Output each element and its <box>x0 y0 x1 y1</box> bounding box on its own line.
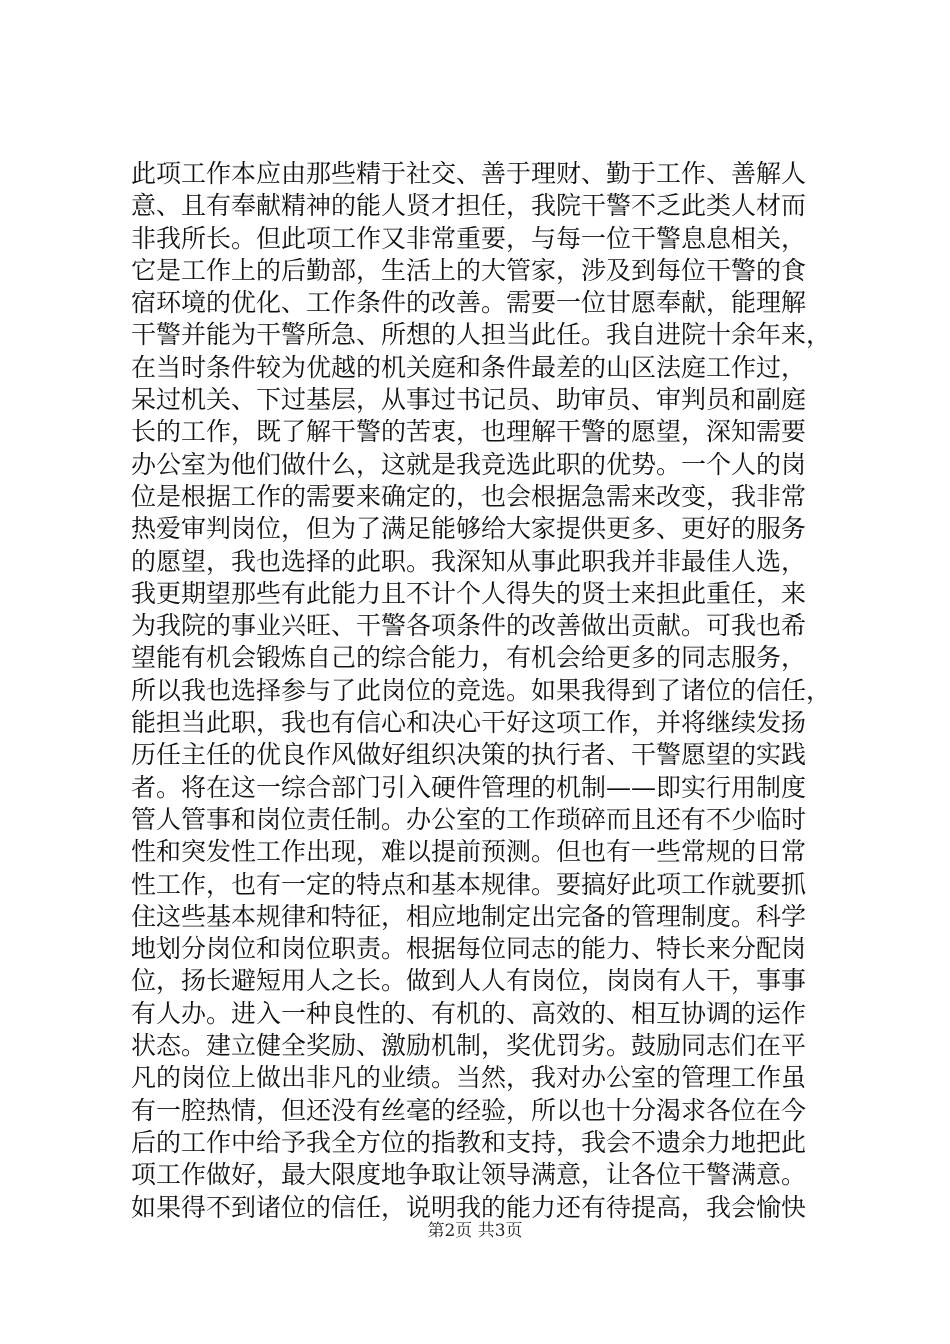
text-line: 我更期望那些有此能力且不计个人得失的贤士来担此重任，来 <box>131 578 807 608</box>
text-line: 项工作做好，最大限度地争取让领导满意，让各位干警满意。 <box>131 1160 807 1190</box>
text-line: 所以我也选择参与了此岗位的竞选。如果我得到了诸位的信任， <box>131 675 832 705</box>
text-line: 凡的岗位上做出非凡的业绩。当然，我对办公室的管理工作虽 <box>131 1063 807 1093</box>
text-line: 为我院的事业兴旺、干警各项条件的改善做出贡献。可我也希 <box>131 611 807 641</box>
text-line: 住这些基本规律和特征，相应地制定出完备的管理制度。科学 <box>131 901 807 931</box>
text-line: 望能有机会锻炼自己的综合能力，有机会给更多的同志服务， <box>131 643 807 673</box>
text-line: 有人办。进入一种良性的、有机的、高效的、相互协调的运作 <box>131 998 807 1028</box>
text-line: 性工作，也有一定的特点和基本规律。要搞好此项工作就要抓 <box>131 869 807 899</box>
text-line: 非我所长。但此项工作又非常重要，与每一位干警息息相关， <box>131 223 807 253</box>
text-line: 管人管事和岗位责任制。办公室的工作琐碎而且还有不少临时 <box>131 804 807 834</box>
text-line: 后的工作中给予我全方位的指教和支持，我会不遗余力地把此 <box>131 1127 807 1157</box>
text-line: 地划分岗位和岗位职责。根据每位同志的能力、特长来分配岗 <box>131 934 807 964</box>
text-line: 它是工作上的后勤部，生活上的大管家，涉及到每位干警的食 <box>131 255 807 285</box>
text-line: 呆过机关、下过基层，从事过书记员、助审员、审判员和副庭 <box>131 385 807 415</box>
text-line: 位是根据工作的需要来确定的，也会根据急需来改变，我非常 <box>131 481 807 511</box>
text-line: 位，扬长避短用人之长。做到人人有岗位，岗岗有人干，事事 <box>131 966 807 996</box>
body-paragraph <box>131 158 853 1224</box>
text-line: 干警并能为干警所急、所想的人担当此任。我自进院十余年来， <box>131 320 832 350</box>
text-line: 的愿望，我也选择的此职。我深知从事此职我并非最佳人选， <box>131 546 807 576</box>
text-line: 宿环境的优化、工作条件的改善。需要一位甘愿奉献，能理解 <box>131 288 807 318</box>
text-line: 如果得不到诸位的信任，说明我的能力还有待提高，我会愉快 <box>131 1192 807 1222</box>
page-number-footer: 第2页 共3页 <box>427 1221 523 1241</box>
text-line: 办公室为他们做什么，这就是我竞选此职的优势。一个人的岗 <box>131 449 807 479</box>
text-line: 能担当此职，我也有信心和决心干好这项工作，并将继续发扬 <box>131 708 807 738</box>
text-line: 状态。建立健全奖励、激励机制，奖优罚劣。鼓励同志们在平 <box>131 1031 807 1061</box>
text-line: 有一腔热情，但还没有丝毫的经验，所以也十分渴求各位在今 <box>131 1095 807 1125</box>
text-line: 热爱审判岗位，但为了满足能够给大家提供更多、更好的服务 <box>131 514 807 544</box>
text-line: 长的工作，既了解干警的苦衷，也理解干警的愿望，深知需要 <box>131 417 807 447</box>
text-line: 在当时条件较为优越的机关庭和条件最差的山区法庭工作过， <box>131 352 807 382</box>
text-line: 意、且有奉献精神的能人贤才担任，我院干警不乏此类人材而 <box>131 191 807 221</box>
text-line: 性和突发性工作出现，难以提前预测。但也有一些常规的日常 <box>131 837 807 867</box>
text-line: 者。将在这一综合部门引入硬件管理的机制——即实行用制度 <box>131 772 807 802</box>
text-line: 历任主任的优良作风做好组织决策的执行者、干警愿望的实践 <box>131 740 807 770</box>
text-line: 此项工作本应由那些精于社交、善于理财、勤于工作、善解人 <box>131 159 807 188</box>
